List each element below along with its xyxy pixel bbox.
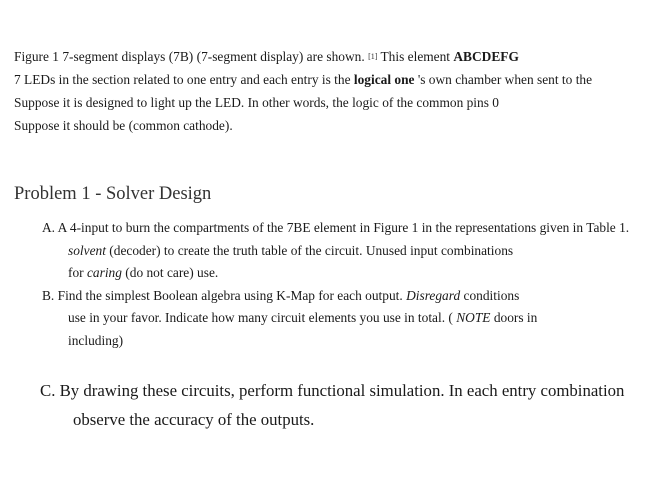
problem-b-line-1 [42, 285, 667, 308]
problem-c-line-2: observe the accuracy of the outputs. [73, 410, 315, 429]
solvent-italic: solvent [68, 242, 106, 258]
reference-marker: [1] [368, 52, 378, 61]
problem-b-line-1-after: conditions [460, 287, 520, 303]
intro-line-2 [14, 68, 664, 91]
problem-a-line-3 [42, 262, 667, 285]
intro-line-2-after: 's own chamber when sent to the [414, 72, 593, 87]
element-name-bold: ABCDEFG [453, 49, 519, 64]
intro-line-1-after: This element [377, 49, 454, 64]
problem-c [40, 376, 665, 434]
problem-b-line-2-after: doors in [490, 310, 538, 325]
intro-line-1 [14, 45, 664, 68]
intro-paragraph [14, 45, 664, 137]
intro-line-2-before: 7 LEDs in the section related to one entry and each entry is the [14, 72, 354, 87]
problem-a-line-2 [42, 240, 667, 263]
problem-b-line-2-before: use in your favor. Indicate how many circuit elements you use in total. ( [68, 310, 457, 325]
problem-a-line-3-after: (do not care) use. [121, 265, 219, 280]
problem-c-line-1: C. By drawing these circuits, perform functional simulation. In each entry combination [40, 381, 625, 400]
problem-b-line-3: including) [68, 332, 124, 348]
intro-line-1-text: Figure 1 7-segment displays (7B) (7-segment display) are shown. [14, 49, 365, 64]
intro-line-4: Suppose it should be (common cathode). [14, 118, 233, 133]
logical-one-bold: logical one [353, 72, 415, 87]
problem-b-line-1-before: B. Find the simplest Boolean algebra using K-Map for each output. [42, 287, 407, 303]
problem-a-line-3-before: for [68, 265, 87, 280]
section-title: Problem 1 - Solver Design [14, 184, 212, 204]
problem-a-line-1: A. A 4-input to burn the compartments of the 7BE element in Figure 1 in the representations given in Table 1. [42, 220, 630, 235]
note-italic: NOTE [456, 310, 491, 325]
problem-list [42, 217, 667, 352]
intro-line-3: Suppose it is designed to light up the LED. In other words, the logic of the common pins 0 [14, 95, 499, 110]
caring-italic: caring [86, 265, 122, 280]
disregard-italic: Disregard [406, 287, 461, 303]
problem-a-line-2-rest: (decoder) to create the truth table of the circuit. Unused input combinations [105, 242, 514, 258]
problem-b-line-2 [42, 307, 667, 330]
